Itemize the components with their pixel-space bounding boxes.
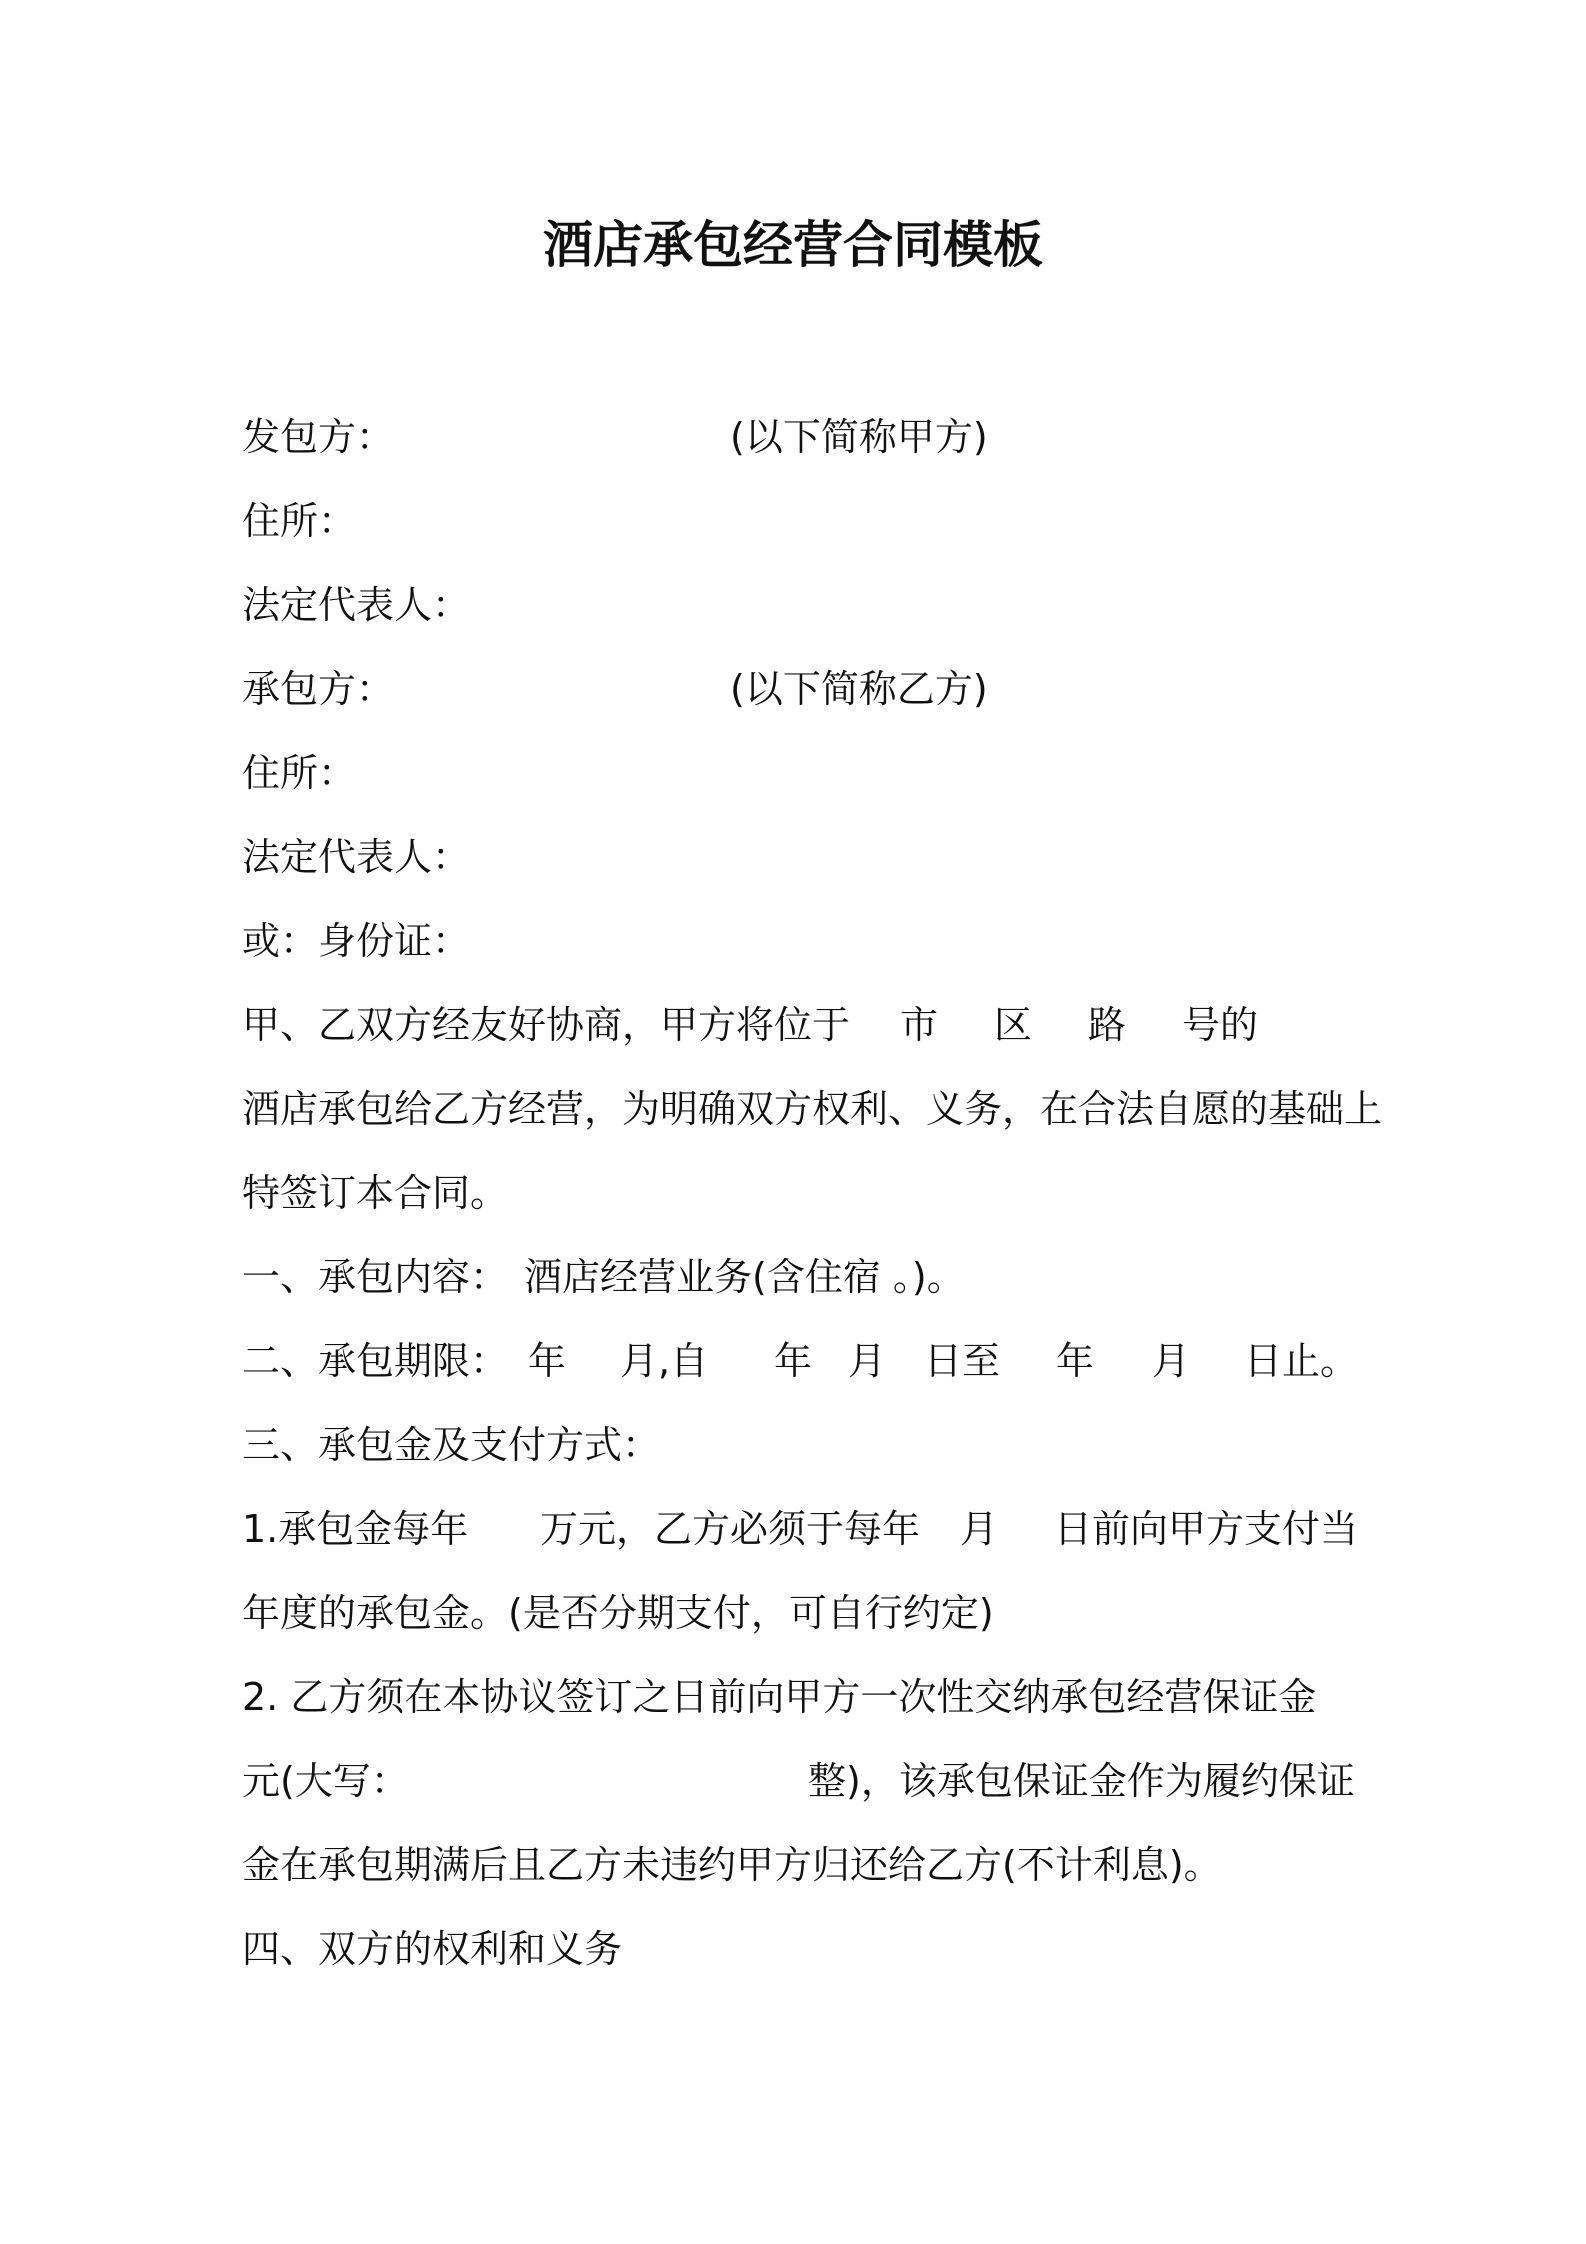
section-3-label: 三、承包金及支付方式： <box>242 1423 661 1467</box>
section-3-item-2-line-1: 2. 乙方须在本协议签订之日前向甲方一次性交纳承包经营保证金 <box>242 1675 1317 1719</box>
party-a-address: 住所： <box>242 499 357 543</box>
item-1-text-a: 1.承包金每年 <box>242 1507 469 1551</box>
term-day-3: 日止。 <box>1244 1339 1359 1383</box>
party-a-short-name: (以下简称甲方) <box>730 415 988 459</box>
party-a-label: 发包方： <box>242 415 395 459</box>
party-b-address: 住所： <box>242 751 357 795</box>
term-month-2: 月 <box>848 1339 887 1383</box>
term-year-3: 年 <box>1056 1339 1095 1383</box>
intro-line-3: 特签订本合同。 <box>242 1171 509 1215</box>
party-b-short-name: (以下简称乙方) <box>730 667 988 711</box>
intro-city: 市 <box>900 1003 939 1047</box>
intro-number: 号的 <box>1182 1003 1259 1047</box>
intro-district: 区 <box>994 1003 1033 1047</box>
item-1-month: 月 <box>960 1507 999 1551</box>
section-1-label: 一、承包内容： <box>242 1255 509 1299</box>
party-b-id-card: 或：身份证： <box>242 919 471 963</box>
party-b-label: 承包方： <box>242 667 395 711</box>
document-title: 酒店承包经营合同模板 <box>543 216 1043 274</box>
term-month-1: 月,自 <box>620 1339 709 1383</box>
party-b-representative: 法定代表人： <box>242 835 471 879</box>
item-2-text-a: 元(大写： <box>242 1759 409 1803</box>
item-1-text-d: 日前向甲方支付当 <box>1054 1507 1359 1551</box>
item-2-text-b: 整)，该承包保证金作为履约保证 <box>808 1759 1355 1803</box>
term-day-2: 日至 <box>924 1339 1001 1383</box>
section-1-text: 酒店经营业务(含住宿 。)。 <box>524 1255 965 1299</box>
section-3-item-1-line-2: 年度的承包金。(是否分期支付，可自行约定) <box>242 1591 994 1635</box>
item-1-text-b: 万元，乙方必须于每年 <box>540 1507 921 1551</box>
term-month-3: 月 <box>1152 1339 1191 1383</box>
section-4-label: 四、双方的权利和义务 <box>242 1927 623 1971</box>
term-year-1: 年 <box>528 1339 567 1383</box>
term-year-2: 年 <box>774 1339 813 1383</box>
intro-road: 路 <box>1088 1003 1127 1047</box>
section-3-item-2-line-3: 金在承包期满后且乙方未违约甲方归还给乙方(不计利息)。 <box>242 1843 1222 1887</box>
section-2-label: 二、承包期限： <box>242 1339 509 1383</box>
party-a-representative: 法定代表人： <box>242 583 471 627</box>
intro-text: 甲、乙双方经友好协商，甲方将位于 <box>242 1003 851 1047</box>
intro-line-2: 酒店承包给乙方经营，为明确双方权利、义务，在合法自愿的基础上 <box>242 1087 1383 1131</box>
